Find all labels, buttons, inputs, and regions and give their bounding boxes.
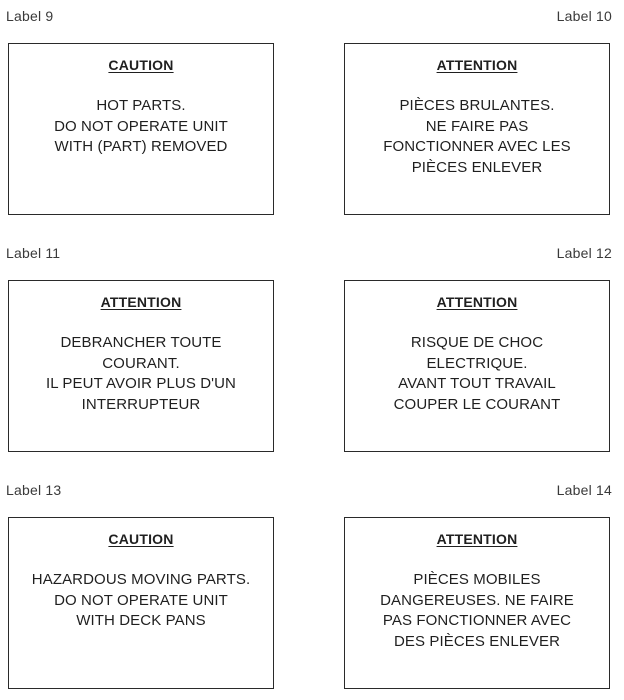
label-9-heading: CAUTION [108,57,174,73]
label-12-box [344,280,610,452]
label-10-box [344,43,610,215]
label-12-caption: Label 12 [556,245,612,261]
label-14-text: PIÈCES MOBILES DANGEREUSES. NE FAIRE PAS FONCTIONNER AVEC DES PIÈCES ENLEVER [380,571,574,650]
label-9-caption: Label 9 [6,8,54,24]
label-13-heading: CAUTION [108,531,174,547]
label-14-box [344,517,610,689]
label-11-heading: ATTENTION [100,294,182,310]
label-13-text: HAZARDOUS MOVING PARTS. DO NOT OPERATE UNIT WITH DECK PANS [31,571,251,629]
label-12-heading: ATTENTION [436,294,518,310]
label-10-heading: ATTENTION [436,57,518,73]
label-10-text: PIÈCES BRULANTES. NE FAIRE PAS FONCTIONNER AVEC LES PIÈCES ENLEVER [383,97,571,176]
label-10-caption: Label 10 [556,8,612,24]
label-13-box [8,517,274,689]
label-12-text: RISQUE DE CHOC ELECTRIQUE. AVANT TOUT TRAVAIL COUPER LE COURANT [393,334,561,413]
label-14-heading: ATTENTION [436,531,518,547]
label-13-caption: Label 13 [6,482,62,498]
label-14-caption: Label 14 [556,482,612,498]
label-9-box [8,43,274,215]
label-11-box [8,280,274,452]
label-11-caption: Label 11 [6,245,61,261]
label-9-text: HOT PARTS. DO NOT OPERATE UNIT WITH (PART) REMOVED [54,97,228,155]
label-11-text: DEBRANCHER TOUTE COURANT. IL PEUT AVOIR PLUS D'UN INTERRUPTEUR [46,334,236,413]
